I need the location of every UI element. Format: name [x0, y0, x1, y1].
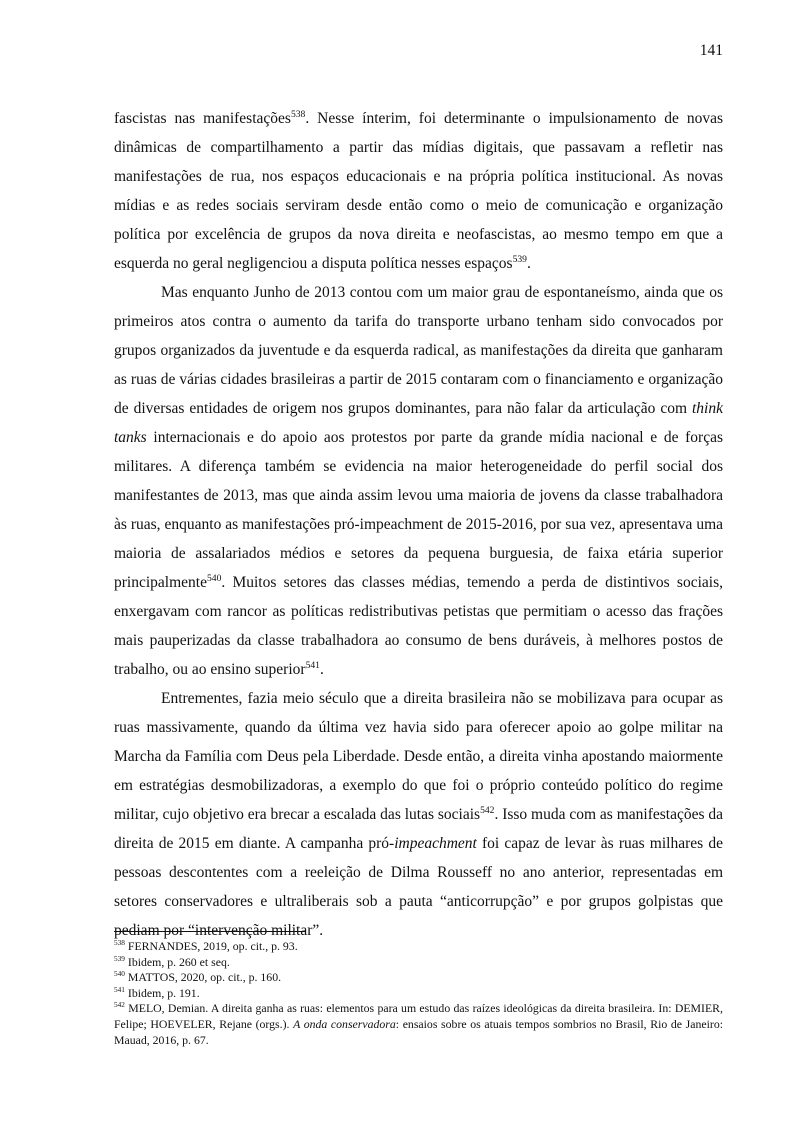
footnote-540: $^{540}$ MATTOS, 2020, op. cit., p. 160.	[114, 969, 282, 985]
paragraph-3: Entrementes, fazia meio século que a direita brasileira não se mobilizava para ocupar as ruas massivamente, quando da última vez havia sido para oferecer apoio ao golpe militar na Marcha da Família com Deus pela Liberdade. Desde então, a direita vinha apostando maiormente em estratégias desmobilizadoras, a exemplo do que foi o próprio conteúdo político do regime militar, cujo objetivo era brecar a escalada das lutas sociais$^{542}$. Isso muda com as manifestações da direita de 2015 em diante. A campanha pró-impeachment foi capaz de levar às ruas milhares de pessoas descontentes com a reeleição de Dilma Rousseff no ano anterior, representadas em setores conservadores e ultraliberais sob a pauta “anticorrupção” e por grupos golpistas que pediam por “intervenção militar”.	[114, 690, 724, 939]
footnote-separator	[114, 931, 306, 932]
footnote-538: $^{538}$ FERNANDES, 2019, op. cit., p. 93.	[114, 938, 298, 953]
paragraph-2: Mas enquanto Junho de 2013 contou com um maior grau de espontaneísmo, ainda que os primeiros atos contra o aumento da tarifa do transporte urbano tenham sido convocados por grupos organizados da juventude e da esquerda radical, as manifestações da direita que ganharam as ruas de várias cidades brasileiras a partir de 2015 contaram com o financiamento e organização de diversas entidades de origem nos grupos dominantes, para não falar da articulação com think tanks internacionais e do apoio aos protestos por parte da grande mídia nacional e de forças militares. A diferença também se evidencia na maior heterogeneidade do perfil social dos manifestantes de 2013, mas que ainda assim levou uma maioria de jovens da classe trabalhadora às ruas, enquanto as manifestações pró-impeachment de 2015-2016, por sua vez, apresentava uma maioria de assalariados médios e setores da pequena burguesia, de faixa etária superior principalmente$^{540}$. Muitos setores das classes médias, temendo a perda de distintivos sociais, enxergavam com rancor as políticas redistributivas petistas que permitiam o acesso das frações mais pauperizadas da classe trabalhadora ao consumo de bens duráveis, à melhores postos de trabalho, ou ao ensino superior$^{541}$.	[114, 284, 723, 678]
footnote-539: $^{539}$ Ibidem, p. 260 et seq.	[114, 953, 230, 969]
page-number: 141	[699, 42, 723, 59]
body-text	[114, 104, 723, 945]
footnote-542: $^{542}$ MELO, Demian. A direita ganha as ruas: elementos para um estudo das raízes ideológicas da direita brasileira. In: DEMIER, Felipe; HOEVELER, Rejane (orgs.). A onda conservadora: ensaios sobre os atuais tempos sombrios no Brasil, Rio de Janeiro: Mauad, 2016, p. 67.	[114, 1000, 724, 1047]
footnote-541: $^{541}$ Ibidem, p. 191.	[114, 984, 200, 1000]
footnotes-section	[114, 931, 723, 1048]
paragraph-1: fascistas nas manifestações$^{538}$. Nesse ínterim, foi determinante o impulsionamento de novas dinâmicas de compartilhamento a partir das mídias digitais, que passavam a refletir nas manifestações de rua, nos espaços educacionais e na própria política institucional. As novas mídias e as redes sociais serviram desde então como o meio de comunicação e organização política por excelência de grupos da nova direita e neofascistas, ao mesmo tempo em que a esquerda no geral negligenciou a disputa política nesses espaços$^{539}$.	[114, 108, 723, 272]
